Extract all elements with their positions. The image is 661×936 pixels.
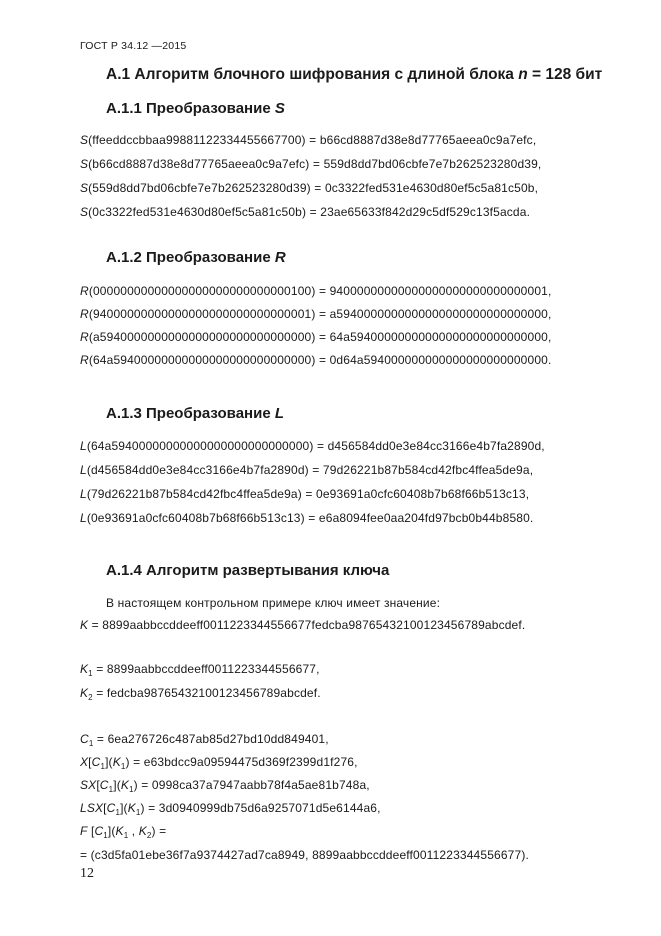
s-line-1: S(ffeeddccbbaa99881122334455667700) = b66cd8887d38e8d77765aeea0c9a7efc, — [80, 133, 537, 147]
l-line-1: L(64a59400000000000000000000000000) = d456584dd0e3e84cc3166e4b7fa2890d, — [80, 439, 545, 453]
r-line-2: R(94000000000000000000000000000001) = a5940000000000000000000000000000, — [80, 307, 552, 321]
lsx-value: $LSX[C_1](K_1) = 3d0940999db75d6a9257071d5e6144a6$, — [80, 801, 381, 817]
document-header: ГОСТ Р 34.12 —2015 — [80, 40, 187, 52]
c1-value: $C_1 = 6ea276726c487ab85d27bd10dd849401$, — [80, 732, 329, 748]
l-line-3: L(79d26221b87b584cd42fbc4ffea5de9a) = 0e93691a0cfc60408b7b68f66b513c13, — [80, 487, 530, 501]
section-a1-title: А.1 Алгоритм блочного шифрования с длиной блока n = 128 бит — [106, 66, 603, 83]
r-line-1: R(00000000000000000000000000000100) = 94000000000000000000000000000001, — [80, 284, 552, 298]
l-line-4: L(0e93691a0cfc60408b7b68f66b513c13) = e6a8094fee0aa204fd97bcb0b44b8580. — [80, 511, 534, 525]
k2-value: $K_2$ = fedcba98765432100123456789abcdef. — [80, 686, 321, 702]
x-value: $X[C_1](K_1)$ = e63bdcc9a09594475d369f2399d1f276, — [80, 755, 358, 771]
r-line-4: R(64a59400000000000000000000000000) = 0d64a594000000000000000000000000. — [80, 353, 552, 367]
k1-value: $K_1$ = 8899aabbccddeeff0011223344556677, — [80, 662, 320, 678]
f-result: = (c3d5fa01ebe36f7a9374427ad7ca8949, 8899aabbccddeeff0011223344556677). — [80, 848, 529, 862]
section-a12-title: А.1.2 Преобразование R — [106, 249, 286, 266]
section-a14-title: А.1.4 Алгоритм развертывания ключа — [106, 562, 390, 579]
l-line-2: L(d456584dd0e3e84cc3166e4b7fa2890d) = 79d26221b87b584cd42fbc4ffea5de9a, — [80, 463, 534, 477]
f-expression: F $[C_1](K_1$ , $K_2$) = — [80, 824, 167, 840]
page-number: 12 — [80, 866, 94, 881]
section-a11-title: А.1.1 Преобразование S — [106, 100, 285, 117]
key-value: K = 8899aabbccddeeff0011223344556677fedcba98765432100123456789abcdef. — [80, 618, 526, 632]
s-line-4: S(0c3322fed531e4630d80ef5c5a81c50b) = 23ae65633f842d29c5df529c13f5acda. — [80, 205, 531, 219]
s-line-2: S(b66cd8887d38e8d77765aeea0c9a7efc) = 559d8dd7bd06cbfe7e7b262523280d39, — [80, 157, 542, 171]
key-intro: В настоящем контрольном примере ключ имеет значение: — [106, 596, 441, 610]
r-line-3: R(a5940000000000000000000000000000) = 64a59400000000000000000000000000, — [80, 330, 552, 344]
sx-value: $SX[C_1](K_1)$ = 0998ca37a7947aabb78f4a5ae81b748a, — [80, 778, 370, 794]
s-line-3: S(559d8dd7bd06cbfe7e7b262523280d39) = 0c3322fed531e4630d80ef5c5a81c50b, — [80, 181, 539, 195]
section-a13-title: А.1.3 Преобразование L — [106, 405, 284, 422]
